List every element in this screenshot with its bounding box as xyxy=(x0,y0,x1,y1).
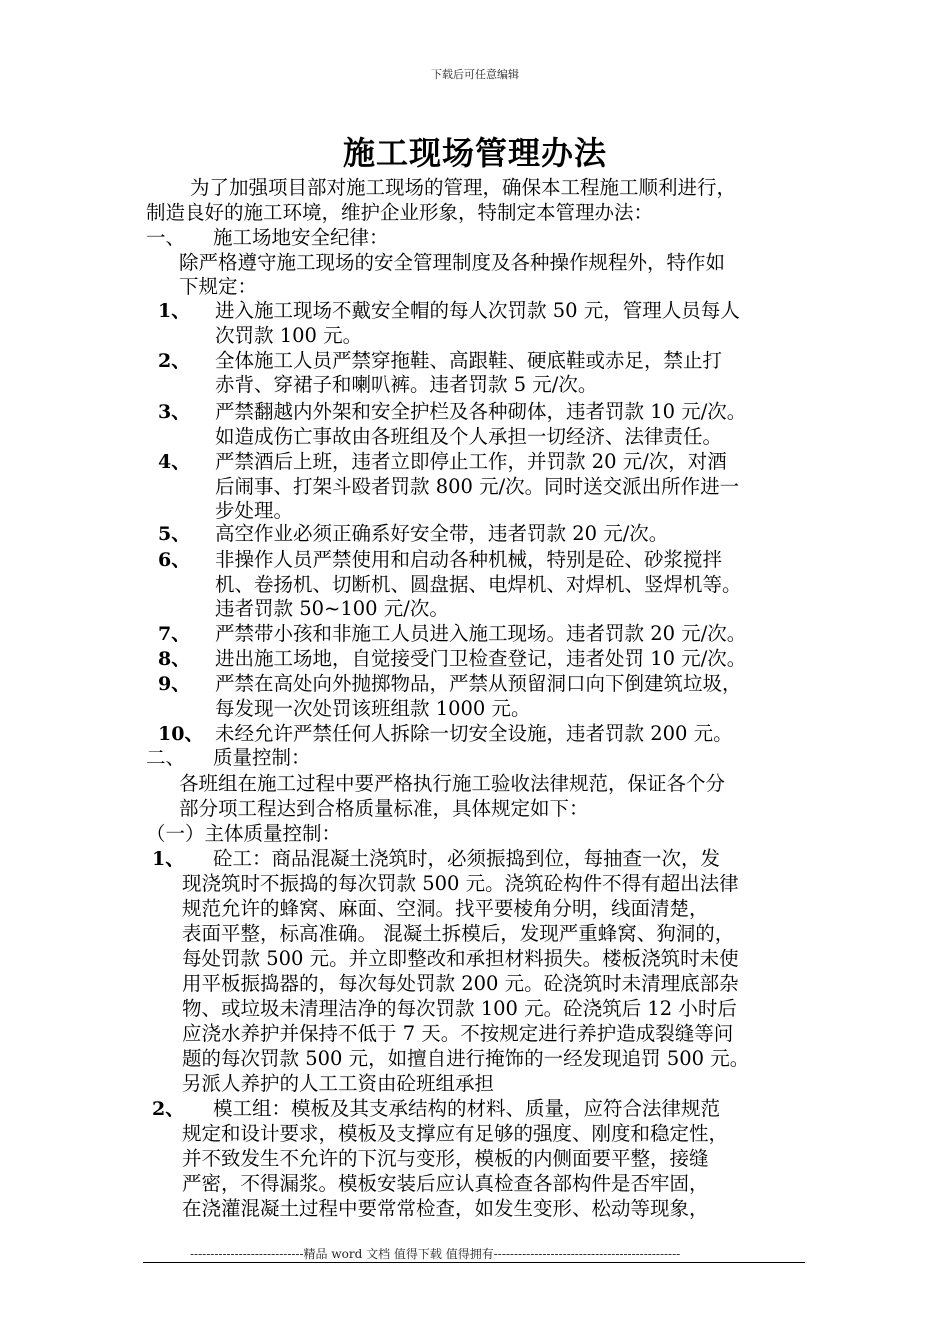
item-number: 3、 xyxy=(158,401,191,423)
item-line: 严禁酒后上班，违者立即停止工作，并罚款 20 元/次，对酒 xyxy=(215,450,727,473)
item-line: 表面平整，标高准确。 混凝土拆模后，发现严重蜂窝、狗洞的， xyxy=(182,922,735,945)
item-line: 进出施工场地，自觉接受门卫检查登记，违者处罚 10 元/次。 xyxy=(215,647,747,670)
intro-line: 为了加强项目部对施工现场的管理，确保本工程施工顺利进行， xyxy=(190,176,737,199)
item-line: 应浇水养护并保持不低于 7 天。不按规定进行养护造成裂缝等问 xyxy=(182,1022,734,1045)
item-line: 严禁在高处向外抛掷物品，严禁从预留洞口向下倒建筑垃圾， xyxy=(215,672,742,695)
item-line: 非操作人员严禁使用和启动各种机械，特别是砼、砂浆搅拌 xyxy=(215,548,723,571)
item-line: 现浇筑时不振捣的每次罚款 500 元。浇筑砼构件不得有超出法律 xyxy=(182,872,739,895)
item-line: 机、卷扬机、切断机、圆盘据、电焊机、对焊机、竖焊机等。 xyxy=(215,573,742,596)
item-line: 全体施工人员严禁穿拖鞋、高跟鞋、硬底鞋或赤足，禁止打 xyxy=(215,349,723,372)
item-line: 每发现一次处罚该班组款 1000 元。 xyxy=(215,697,531,720)
item-number: 4、 xyxy=(158,451,191,473)
item-line: 步处理。 xyxy=(215,499,294,522)
document-title: 施工现场管理办法 xyxy=(342,134,607,172)
section-intro-line: 部分项工程达到合格质量标准，具体规定如下： xyxy=(179,797,589,820)
intro-line: 制造良好的施工环境，维护企业形象，特制定本管理办法： xyxy=(146,201,654,224)
item-line: 砼工：商品混凝土浇筑时，必须振捣到位，每抽查一次，发 xyxy=(213,847,721,870)
item-line: 如造成伤亡事故由各班组及个人承担一切经济、法律责任。 xyxy=(215,425,723,448)
item-number: 6、 xyxy=(158,549,191,571)
section-intro-line: 除严格遵守施工现场的安全管理制度及各种操作规程外，特作如 xyxy=(179,251,726,274)
section-number: 二、 xyxy=(146,746,186,769)
item-line: 赤背、穿裙子和喇叭裤。违者罚款 5 元/次。 xyxy=(215,373,598,396)
item-line: 模工组：模板及其支承结构的材料、质量，应符合法律规范 xyxy=(213,1097,721,1120)
item-line: 未经允许严禁任何人拆除一切安全设施，违者罚款 200 元。 xyxy=(215,722,733,745)
page-header: 下载后可任意编辑 xyxy=(431,68,519,81)
item-line: 严密，不得漏浆。模板安装后应认真检查各部构件是否牢固， xyxy=(182,1172,709,1195)
item-number: 1、 xyxy=(152,848,185,870)
item-line: 后闹事、打架斗殴者罚款 800 元/次。同时送交派出所作进一 xyxy=(215,475,740,498)
item-line: 每处罚款 500 元。并立即整改和承担材料损失。楼板浇筑时未使 xyxy=(182,947,739,970)
item-line: 规范允许的蜂窝、麻面、空洞。找平要棱角分明，线面清楚， xyxy=(182,897,709,920)
item-number: 10、 xyxy=(158,723,204,745)
item-number: 5、 xyxy=(158,523,191,545)
page-footer: ----------------------------精品 word 文档 值得下载 值得拥有---------------------------------------------- xyxy=(190,1247,681,1261)
section-heading: 质量控制： xyxy=(213,746,311,769)
section-intro-line: 各班组在施工过程中要严格执行施工验收法律规范，保证各个分 xyxy=(179,772,726,795)
item-line: 高空作业必须正确系好安全带，违者罚款 20 元/次。 xyxy=(215,522,669,545)
item-line: 规定和设计要求，模板及支撑应有足够的强度、刚度和稳定性， xyxy=(182,1122,729,1145)
section-intro-line: 下规定： xyxy=(179,275,258,298)
item-line: 题的每次罚款 500 元，如擅自进行掩饰的一经发现追罚 500 元。 xyxy=(182,1047,750,1070)
item-number: 9、 xyxy=(158,673,191,695)
section-heading: 施工场地安全纪律： xyxy=(213,226,389,249)
footer-divider xyxy=(143,1262,805,1263)
item-number: 1、 xyxy=(158,300,191,322)
item-number: 8、 xyxy=(158,648,191,670)
item-line: 严禁带小孩和非施工人员进入施工现场。违者罚款 20 元/次。 xyxy=(215,622,747,645)
item-line: 违者罚款 50~100 元/次。 xyxy=(215,597,449,620)
section-number: 一、 xyxy=(146,226,186,249)
item-line: 物、或垃圾未清理洁净的每次罚款 100 元。砼浇筑后 12 小时后 xyxy=(182,997,737,1020)
item-number: 2、 xyxy=(158,350,191,372)
item-line: 另派人养护的人工工资由砼班组承担 xyxy=(182,1072,495,1095)
item-line: 在浇灌混凝土过程中要常常检查，如发生变形、松动等现象， xyxy=(182,1197,709,1220)
item-line: 次罚款 100 元。 xyxy=(215,324,363,347)
item-number: 7、 xyxy=(158,623,191,645)
item-line: 用平板振捣器的，每次每处罚款 200 元。砼浇筑时未清理底部杂 xyxy=(182,972,739,995)
item-line: 进入施工现场不戴安全帽的每人次罚款 50 元，管理人员每人 xyxy=(215,299,740,322)
item-line: 并不致发生不允许的下沉与变形，模板的内侧面要平整，接缝 xyxy=(182,1147,709,1170)
subsection-heading: （一）主体质量控制： xyxy=(146,822,342,845)
item-number: 2、 xyxy=(152,1098,185,1120)
item-line: 严禁翻越内外架和安全护栏及各种砌体，违者罚款 10 元/次。 xyxy=(215,400,747,423)
